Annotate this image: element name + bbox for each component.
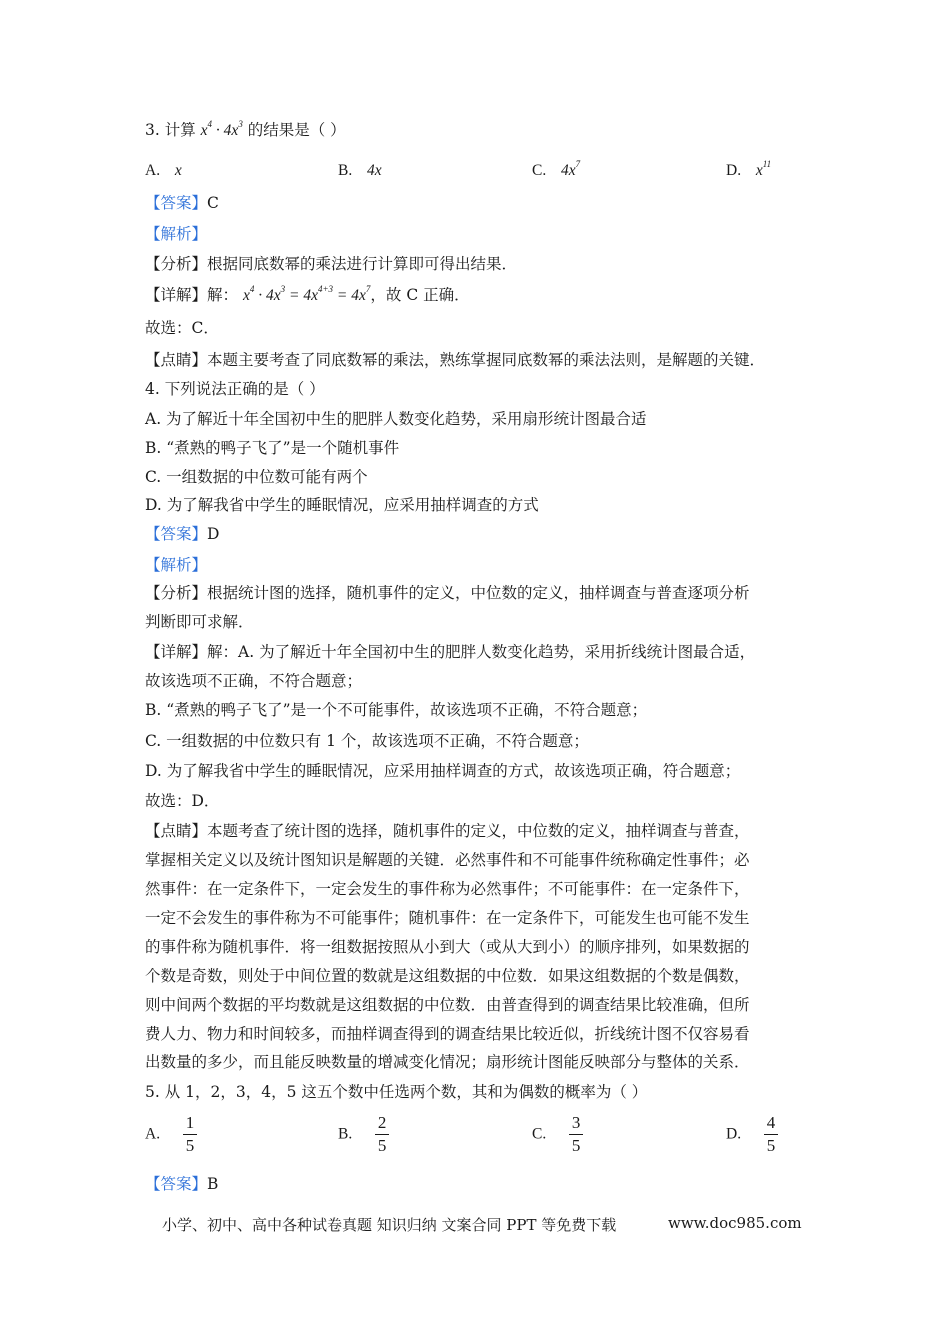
q4-xiangjie-line: 解：A. 为了解近十年全国初中生的肥胖人数变化趋势，采用折线统计图最合适， xyxy=(207,643,756,661)
q4-xiangjie-line: D. 为了解我省中学生的睡眠情况，应采用抽样调查的方式，故该选项正确，符合题意； xyxy=(145,762,741,780)
q3-option-c xyxy=(532,160,580,181)
q4-fenxi xyxy=(145,583,750,603)
q3-xiangjie xyxy=(145,285,470,306)
q3-dianjing xyxy=(145,350,765,370)
q5-answer-value: B xyxy=(207,1175,219,1193)
q5-option-c-fraction xyxy=(569,1113,583,1156)
q4-answer xyxy=(145,524,219,544)
q5-option-b-fraction xyxy=(375,1113,389,1156)
fraction-bar xyxy=(569,1134,583,1135)
q3-answer-value: C xyxy=(207,194,219,212)
fraction-numerator: 2 xyxy=(377,1113,387,1132)
q3-stem-suffix: 的结果是（ ） xyxy=(247,121,346,139)
fraction-numerator: 1 xyxy=(185,1113,195,1132)
q3-option-d-sup: 11 xyxy=(762,159,772,169)
q3-expression: $x^4 \cdot 4x^3$ xyxy=(200,119,243,139)
q4-dianjing-line: 掌握相关定义以及统计图知识是解题的关键．必然事件和不可能事件统称确定性事件；必 xyxy=(145,851,750,869)
q5-option-a-fraction xyxy=(183,1113,197,1156)
q5-option-c-label: C. xyxy=(532,1125,547,1143)
fraction-denominator: 5 xyxy=(185,1136,195,1155)
q4-dianjing-line: 本题考查了统计图的选择，随机事件的定义，中位数的定义，抽样调查与普查， xyxy=(207,822,750,840)
q3-dianjing-tag: 【点睛】 xyxy=(145,351,208,369)
q5-option-b xyxy=(338,1113,389,1156)
q3-fenxi xyxy=(145,254,517,274)
q3-xiangjie-prefix: 解： xyxy=(207,286,239,304)
q5-option-a xyxy=(145,1113,197,1156)
q4-xiangjie-line: 故该选项不正确，不符合题意； xyxy=(145,672,363,690)
q3-solution-expression: $x^4 \cdot 4x^3 = 4x^{4+3} = 4x^7$ xyxy=(242,284,371,304)
q3-answer-tag: 【答案】 xyxy=(145,194,208,212)
q3-option-d-text: x xyxy=(755,162,763,179)
q4-analysis-header xyxy=(145,555,207,575)
q4-option-d: D. 为了解我省中学生的睡眠情况，应采用抽样调查的方式 xyxy=(145,496,539,514)
q3-guxuan: 故选：C． xyxy=(145,319,219,337)
q3-option-c-sup: 7 xyxy=(575,159,581,169)
q4-xiangjie-tag: 【详解】 xyxy=(145,643,208,661)
q4-dianjing-line: 个数是奇数，则处于中间位置的数就是这组数据的中位数．如果这组数据的个数是偶数， xyxy=(145,967,750,985)
q3-dianjing-text: 本题主要考查了同底数幂的乘法，熟练掌握同底数幂的乘法法则，是解题的关键． xyxy=(207,351,766,369)
q3-option-a xyxy=(145,160,182,181)
q5-answer xyxy=(145,1174,218,1194)
q4-option-a: A. 为了解近十年全国初中生的肥胖人数变化趋势，采用扇形统计图最合适 xyxy=(145,410,647,428)
q4-xiangjie-line: B. “煮熟的鸭子飞了”是一个不可能事件，故该选项不正确，不符合题意； xyxy=(145,701,648,719)
q3-fenxi-tag: 【分析】 xyxy=(145,255,208,273)
fraction-bar xyxy=(375,1134,389,1135)
q3-option-b-label: B. xyxy=(338,162,353,179)
q4-option-b: B. “煮熟的鸭子飞了”是一个随机事件 xyxy=(145,439,400,457)
q3-xiangjie-suffix: ，故 C 正确． xyxy=(370,286,470,304)
q4-xiangjie xyxy=(145,642,755,662)
fraction-denominator: 5 xyxy=(377,1136,387,1155)
q4-dianjing xyxy=(145,821,750,841)
fraction-denominator: 5 xyxy=(571,1136,581,1155)
q5-option-b-label: B. xyxy=(338,1125,353,1143)
footer-promo-text: 小学、初中、高中各种试卷真题 知识归纳 文案合同 PPT 等免费下载 xyxy=(162,1216,617,1234)
footer-website-link[interactable]: www.doc985.com xyxy=(668,1214,802,1232)
q3-xiangjie-tag: 【详解】 xyxy=(145,286,208,304)
fraction-numerator: 4 xyxy=(766,1113,776,1132)
q4-dianjing-line: 一定不会发生的事件称为不可能事件；随机事件：在一定条件下，可能发生也可能不发生 xyxy=(145,909,750,927)
q3-analysis-header xyxy=(145,224,207,244)
q4-dianjing-line: 然事件：在一定条件下，一定会发生的事件称为必然事件；不可能事件：在一定条件下， xyxy=(145,880,750,898)
q5-option-c xyxy=(532,1113,583,1156)
q4-fenxi-line: 判断即可求解． xyxy=(145,613,254,631)
q4-dianjing-tag: 【点睛】 xyxy=(145,822,208,840)
fraction-denominator: 5 xyxy=(766,1136,776,1155)
q5-stem: 5. 从 1，2，3，4，5 这五个数中任选两个数，其和为偶数的概率为（ ） xyxy=(145,1083,648,1101)
q5-option-d-fraction xyxy=(764,1113,778,1156)
q4-answer-value: D xyxy=(207,525,220,543)
q4-analysis-tag: 【解析】 xyxy=(145,556,208,574)
q5-option-d-label: D. xyxy=(726,1125,742,1143)
q3-option-c-text: 4x xyxy=(561,162,576,179)
q3-fenxi-text: 根据同底数幂的乘法进行计算即可得出结果． xyxy=(207,255,518,273)
q4-dianjing-line: 出数量的多少，而且能反映数量的增减变化情况；扇形统计图能反映部分与整体的关系． xyxy=(145,1053,750,1071)
q4-dianjing-line: 则中间两个数据的平均数就是这组数据的中位数．由普查得到的调查结果比较准确，但所 xyxy=(145,996,750,1014)
q5-option-d xyxy=(726,1113,778,1156)
q3-option-b-text: 4x xyxy=(367,162,382,179)
fraction-bar xyxy=(764,1134,778,1135)
q4-option-c: C. 一组数据的中位数可能有两个 xyxy=(145,468,368,486)
q3-stem-prefix: 3. 计算 xyxy=(145,121,196,139)
q3-option-a-text: x xyxy=(174,162,182,179)
q4-dianjing-line: 的事件称为随机事件．将一组数据按照从小到大（或从大到小）的顺序排列，如果数据的 xyxy=(145,938,750,956)
q5-option-a-label: A. xyxy=(145,1125,161,1143)
q4-xiangjie-line: C. 一组数据的中位数只有 1 个，故该选项不正确，不符合题意； xyxy=(145,732,589,750)
q4-fenxi-tag: 【分析】 xyxy=(145,584,208,602)
q3-option-a-label: A. xyxy=(145,162,161,179)
q4-fenxi-line: 根据统计图的选择，随机事件的定义，中位数的定义，抽样调查与普查逐项分析 xyxy=(207,584,750,602)
q4-answer-tag: 【答案】 xyxy=(145,525,208,543)
q5-answer-tag: 【答案】 xyxy=(145,1175,208,1193)
q3-analysis-tag: 【解析】 xyxy=(145,225,208,243)
q3-answer xyxy=(145,193,219,213)
q4-xiangjie-line: 故选：D． xyxy=(145,792,220,810)
q3-option-d-label: D. xyxy=(726,162,742,179)
q3-option-d xyxy=(726,160,771,181)
fraction-numerator: 3 xyxy=(571,1113,581,1132)
fraction-bar xyxy=(183,1134,197,1135)
q3-option-c-label: C. xyxy=(532,162,547,179)
q4-dianjing-line: 费人力、物力和时间较多，而抽样调查得到的调查结果比较近似，折线统计图不仅容易看 xyxy=(145,1025,750,1043)
q3-stem xyxy=(145,120,346,141)
q4-stem: 4. 下列说法正确的是（ ） xyxy=(145,380,325,398)
q3-option-b xyxy=(338,160,382,181)
